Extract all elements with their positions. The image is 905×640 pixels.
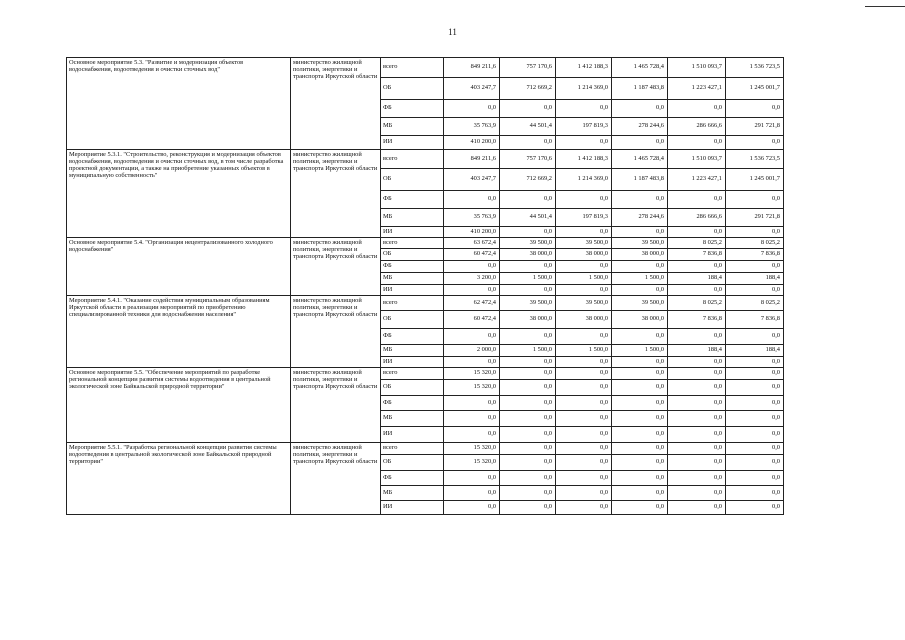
amount-cell: 0,0 <box>612 285 668 296</box>
funding-source: ФБ <box>381 329 444 345</box>
funding-source: ФБ <box>381 261 444 273</box>
amount-cell: 0,0 <box>500 471 556 486</box>
amount-cell: 0,0 <box>726 427 784 443</box>
amount-cell: 38 000,0 <box>500 311 556 329</box>
amount-cell: 0,0 <box>668 191 726 209</box>
amount-cell: 7 836,8 <box>668 311 726 329</box>
amount-cell: 7 836,8 <box>726 311 784 329</box>
amount-cell: 0,0 <box>500 368 556 380</box>
amount-cell: 188,4 <box>668 273 726 285</box>
funding-source: всего <box>381 296 444 311</box>
amount-cell: 0,0 <box>500 357 556 368</box>
amount-cell: 0,0 <box>556 501 612 515</box>
amount-cell: 0,0 <box>556 100 612 118</box>
table-row <box>67 238 784 249</box>
amount-cell: 39 500,0 <box>612 296 668 311</box>
funding-source: всего <box>381 443 444 455</box>
amount-cell: 1 510 093,7 <box>668 150 726 169</box>
amount-cell: 39 500,0 <box>612 238 668 249</box>
amount-cell: 0,0 <box>444 486 500 501</box>
amount-cell: 1 465 728,4 <box>612 58 668 78</box>
amount-cell: 1 412 188,3 <box>556 58 612 78</box>
activity-name: Мероприятие 5.3.1. "Строительство, реконструкция и модернизация объектов водоснабжения, водоотведения и очистки сточных вод, в том числе разработка проектной документации, а также на приобретение указанных объектов в муниципальную собственность" <box>67 150 291 238</box>
amount-cell: 0,0 <box>668 285 726 296</box>
amount-cell: 0,0 <box>612 368 668 380</box>
amount-cell: 0,0 <box>556 368 612 380</box>
table-row <box>67 296 784 311</box>
amount-cell: 0,0 <box>668 411 726 427</box>
amount-cell: 757 170,6 <box>500 150 556 169</box>
amount-cell: 1 536 723,5 <box>726 150 784 169</box>
amount-cell: 0,0 <box>444 471 500 486</box>
amount-cell: 0,0 <box>556 191 612 209</box>
amount-cell: 1 500,0 <box>612 273 668 285</box>
funding-source: ФБ <box>381 396 444 411</box>
amount-cell: 0,0 <box>612 191 668 209</box>
amount-cell: 1 214 369,0 <box>556 169 612 191</box>
amount-cell: 0,0 <box>726 357 784 368</box>
amount-cell: 0,0 <box>668 227 726 238</box>
amount-cell: 15 320,0 <box>444 455 500 471</box>
responsible-executor: министерство жилищной политики, энергетики и транспорта Иркутской области <box>291 296 381 368</box>
funding-source: ИИ <box>381 427 444 443</box>
amount-cell: 0,0 <box>726 443 784 455</box>
amount-cell: 2 000,0 <box>444 345 500 357</box>
funding-source: МБ <box>381 486 444 501</box>
amount-cell: 0,0 <box>500 261 556 273</box>
amount-cell: 849 211,6 <box>444 58 500 78</box>
amount-cell: 1 500,0 <box>612 345 668 357</box>
funding-source: ФБ <box>381 100 444 118</box>
amount-cell: 1 187 483,8 <box>612 169 668 191</box>
amount-cell: 0,0 <box>556 486 612 501</box>
funding-source: ИИ <box>381 501 444 515</box>
amount-cell: 35 763,9 <box>444 209 500 227</box>
amount-cell: 0,0 <box>612 261 668 273</box>
funding-source: МБ <box>381 411 444 427</box>
amount-cell: 0,0 <box>612 427 668 443</box>
amount-cell: 0,0 <box>444 427 500 443</box>
amount-cell: 0,0 <box>500 455 556 471</box>
amount-cell: 8 025,2 <box>726 238 784 249</box>
amount-cell: 0,0 <box>500 191 556 209</box>
amount-cell: 0,0 <box>668 486 726 501</box>
amount-cell: 0,0 <box>444 501 500 515</box>
amount-cell: 44 501,4 <box>500 118 556 136</box>
amount-cell: 8 025,2 <box>668 296 726 311</box>
amount-cell: 38 000,0 <box>612 249 668 261</box>
amount-cell: 0,0 <box>500 329 556 345</box>
amount-cell: 0,0 <box>500 285 556 296</box>
amount-cell: 60 472,4 <box>444 311 500 329</box>
amount-cell: 0,0 <box>668 136 726 150</box>
amount-cell: 0,0 <box>500 100 556 118</box>
amount-cell: 0,0 <box>612 136 668 150</box>
amount-cell: 1 510 093,7 <box>668 58 726 78</box>
amount-cell: 0,0 <box>668 471 726 486</box>
amount-cell: 0,0 <box>612 501 668 515</box>
amount-cell: 39 500,0 <box>556 296 612 311</box>
amount-cell: 0,0 <box>726 411 784 427</box>
amount-cell: 0,0 <box>726 471 784 486</box>
amount-cell: 0,0 <box>444 329 500 345</box>
amount-cell: 0,0 <box>668 357 726 368</box>
amount-cell: 44 501,4 <box>500 209 556 227</box>
funding-source: ОБ <box>381 311 444 329</box>
amount-cell: 0,0 <box>612 100 668 118</box>
amount-cell: 0,0 <box>556 380 612 396</box>
amount-cell: 197 819,3 <box>556 118 612 136</box>
table-row <box>67 58 784 78</box>
funding-source: ФБ <box>381 471 444 486</box>
amount-cell: 0,0 <box>556 396 612 411</box>
amount-cell: 849 211,6 <box>444 150 500 169</box>
funding-source: ОБ <box>381 78 444 100</box>
amount-cell: 0,0 <box>500 136 556 150</box>
amount-cell: 410 200,0 <box>444 227 500 238</box>
funding-source: МБ <box>381 118 444 136</box>
page-number: 11 <box>448 27 457 37</box>
amount-cell: 0,0 <box>668 427 726 443</box>
amount-cell: 0,0 <box>556 285 612 296</box>
amount-cell: 0,0 <box>500 227 556 238</box>
amount-cell: 0,0 <box>556 443 612 455</box>
amount-cell: 38 000,0 <box>500 249 556 261</box>
amount-cell: 0,0 <box>612 471 668 486</box>
funding-source: ОБ <box>381 169 444 191</box>
amount-cell: 286 666,6 <box>668 209 726 227</box>
amount-cell: 8 025,2 <box>726 296 784 311</box>
amount-cell: 0,0 <box>726 329 784 345</box>
amount-cell: 1 214 369,0 <box>556 78 612 100</box>
amount-cell: 188,4 <box>726 273 784 285</box>
amount-cell: 0,0 <box>668 329 726 345</box>
amount-cell: 291 721,8 <box>726 118 784 136</box>
amount-cell: 7 836,8 <box>668 249 726 261</box>
amount-cell: 278 244,6 <box>612 118 668 136</box>
amount-cell: 1 245 001,7 <box>726 169 784 191</box>
activity-name: Мероприятие 5.5.1. "Разработка региональной концепции развития системы водоотведения в центральной экологической зоне Байкальской природной территории" <box>67 443 291 515</box>
amount-cell: 0,0 <box>556 411 612 427</box>
amount-cell: 0,0 <box>444 396 500 411</box>
funding-source: ИИ <box>381 357 444 368</box>
scan-corner-mark <box>865 6 905 7</box>
funding-source: ФБ <box>381 191 444 209</box>
amount-cell: 15 320,0 <box>444 368 500 380</box>
funding-source: всего <box>381 58 444 78</box>
amount-cell: 0,0 <box>668 100 726 118</box>
amount-cell: 1 536 723,5 <box>726 58 784 78</box>
funding-source: ИИ <box>381 136 444 150</box>
amount-cell: 60 472,4 <box>444 249 500 261</box>
amount-cell: 0,0 <box>668 501 726 515</box>
funding-source: МБ <box>381 209 444 227</box>
amount-cell: 0,0 <box>726 261 784 273</box>
amount-cell: 197 819,3 <box>556 209 612 227</box>
amount-cell: 0,0 <box>612 329 668 345</box>
amount-cell: 1 500,0 <box>556 273 612 285</box>
funding-source: ОБ <box>381 380 444 396</box>
amount-cell: 38 000,0 <box>556 311 612 329</box>
amount-cell: 286 666,6 <box>668 118 726 136</box>
amount-cell: 0,0 <box>444 357 500 368</box>
amount-cell: 0,0 <box>444 100 500 118</box>
amount-cell: 0,0 <box>500 411 556 427</box>
funding-source: всего <box>381 150 444 169</box>
amount-cell: 38 000,0 <box>556 249 612 261</box>
amount-cell: 0,0 <box>726 100 784 118</box>
amount-cell: 0,0 <box>668 455 726 471</box>
amount-cell: 0,0 <box>556 427 612 443</box>
amount-cell: 0,0 <box>444 261 500 273</box>
activity-name: Основное мероприятие 5.4. "Организация нецентрализованного холодного водоснабжения" <box>67 238 291 296</box>
amount-cell: 15 320,0 <box>444 380 500 396</box>
amount-cell: 0,0 <box>668 368 726 380</box>
amount-cell: 0,0 <box>726 227 784 238</box>
amount-cell: 403 247,7 <box>444 78 500 100</box>
amount-cell: 1 412 188,3 <box>556 150 612 169</box>
amount-cell: 1 500,0 <box>556 345 612 357</box>
responsible-executor: министерство жилищной политики, энергетики и транспорта Иркутской области <box>291 238 381 296</box>
responsible-executor: министерство жилищной политики, энергетики и транспорта Иркутской области <box>291 58 381 150</box>
amount-cell: 0,0 <box>612 396 668 411</box>
amount-cell: 0,0 <box>726 136 784 150</box>
responsible-executor: министерство жилищной политики, энергетики и транспорта Иркутской области <box>291 443 381 515</box>
amount-cell: 8 025,2 <box>668 238 726 249</box>
amount-cell: 0,0 <box>612 443 668 455</box>
amount-cell: 39 500,0 <box>500 238 556 249</box>
amount-cell: 1 500,0 <box>500 273 556 285</box>
amount-cell: 0,0 <box>726 285 784 296</box>
amount-cell: 0,0 <box>500 396 556 411</box>
amount-cell: 0,0 <box>726 191 784 209</box>
amount-cell: 403 247,7 <box>444 169 500 191</box>
amount-cell: 1 223 427,1 <box>668 78 726 100</box>
amount-cell: 0,0 <box>556 329 612 345</box>
amount-cell: 0,0 <box>726 396 784 411</box>
amount-cell: 0,0 <box>612 227 668 238</box>
amount-cell: 0,0 <box>556 357 612 368</box>
responsible-executor: министерство жилищной политики, энергетики и транспорта Иркутской области <box>291 150 381 238</box>
amount-cell: 0,0 <box>668 443 726 455</box>
amount-cell: 0,0 <box>500 501 556 515</box>
amount-cell: 0,0 <box>612 357 668 368</box>
amount-cell: 0,0 <box>668 396 726 411</box>
amount-cell: 1 465 728,4 <box>612 150 668 169</box>
amount-cell: 0,0 <box>500 443 556 455</box>
amount-cell: 712 669,2 <box>500 78 556 100</box>
amount-cell: 410 200,0 <box>444 136 500 150</box>
amount-cell: 188,4 <box>726 345 784 357</box>
amount-cell: 0,0 <box>556 455 612 471</box>
amount-cell: 3 200,0 <box>444 273 500 285</box>
amount-cell: 0,0 <box>500 427 556 443</box>
amount-cell: 62 472,4 <box>444 296 500 311</box>
funding-source: ОБ <box>381 455 444 471</box>
amount-cell: 0,0 <box>612 411 668 427</box>
funding-source: ИИ <box>381 285 444 296</box>
funding-source: ИИ <box>381 227 444 238</box>
amount-cell: 1 500,0 <box>500 345 556 357</box>
amount-cell: 35 763,9 <box>444 118 500 136</box>
amount-cell: 0,0 <box>500 486 556 501</box>
amount-cell: 0,0 <box>726 486 784 501</box>
table-row <box>67 368 784 380</box>
amount-cell: 1 187 483,8 <box>612 78 668 100</box>
amount-cell: 63 672,4 <box>444 238 500 249</box>
amount-cell: 1 245 001,7 <box>726 78 784 100</box>
funding-source: всего <box>381 368 444 380</box>
amount-cell: 0,0 <box>556 227 612 238</box>
amount-cell: 0,0 <box>668 261 726 273</box>
funding-source: всего <box>381 238 444 249</box>
amount-cell: 278 244,6 <box>612 209 668 227</box>
table-row <box>67 443 784 455</box>
amount-cell: 0,0 <box>726 380 784 396</box>
amount-cell: 15 320,0 <box>444 443 500 455</box>
amount-cell: 0,0 <box>500 380 556 396</box>
amount-cell: 0,0 <box>612 486 668 501</box>
amount-cell: 0,0 <box>726 455 784 471</box>
amount-cell: 0,0 <box>556 471 612 486</box>
amount-cell: 0,0 <box>556 261 612 273</box>
amount-cell: 0,0 <box>612 380 668 396</box>
amount-cell: 712 669,2 <box>500 169 556 191</box>
amount-cell: 0,0 <box>444 285 500 296</box>
amount-cell: 1 223 427,1 <box>668 169 726 191</box>
activity-name: Основное мероприятие 5.3. "Развитие и модернизация объектов водоснабжения, водоотведения и очистки сточных вод" <box>67 58 291 150</box>
amount-cell: 38 000,0 <box>612 311 668 329</box>
amount-cell: 0,0 <box>444 191 500 209</box>
amount-cell: 0,0 <box>444 411 500 427</box>
amount-cell: 0,0 <box>612 455 668 471</box>
amount-cell: 7 836,8 <box>726 249 784 261</box>
amount-cell: 291 721,8 <box>726 209 784 227</box>
amount-cell: 0,0 <box>726 368 784 380</box>
amount-cell: 0,0 <box>556 136 612 150</box>
funding-source: МБ <box>381 273 444 285</box>
amount-cell: 0,0 <box>668 380 726 396</box>
funding-source: ОБ <box>381 249 444 261</box>
amount-cell: 39 500,0 <box>556 238 612 249</box>
amount-cell: 757 170,6 <box>500 58 556 78</box>
table-row <box>67 150 784 169</box>
responsible-executor: министерство жилищной политики, энергетики и транспорта Иркутской области <box>291 368 381 443</box>
activity-name: Основное мероприятие 5.5. "Обеспечение мероприятий по разработке региональной концепции развития системы водоотведения в центральной экологической зоне Байкальской природной территории" <box>67 368 291 443</box>
funding-source: МБ <box>381 345 444 357</box>
amount-cell: 0,0 <box>726 501 784 515</box>
amount-cell: 39 500,0 <box>500 296 556 311</box>
activity-name: Мероприятие 5.4.1. "Оказание содействия муниципальным образованиям Иркутской области в реализации мероприятий по приобретению специализированной техники для водоснабжения населения" <box>67 296 291 368</box>
amount-cell: 188,4 <box>668 345 726 357</box>
funding-table <box>66 57 784 515</box>
